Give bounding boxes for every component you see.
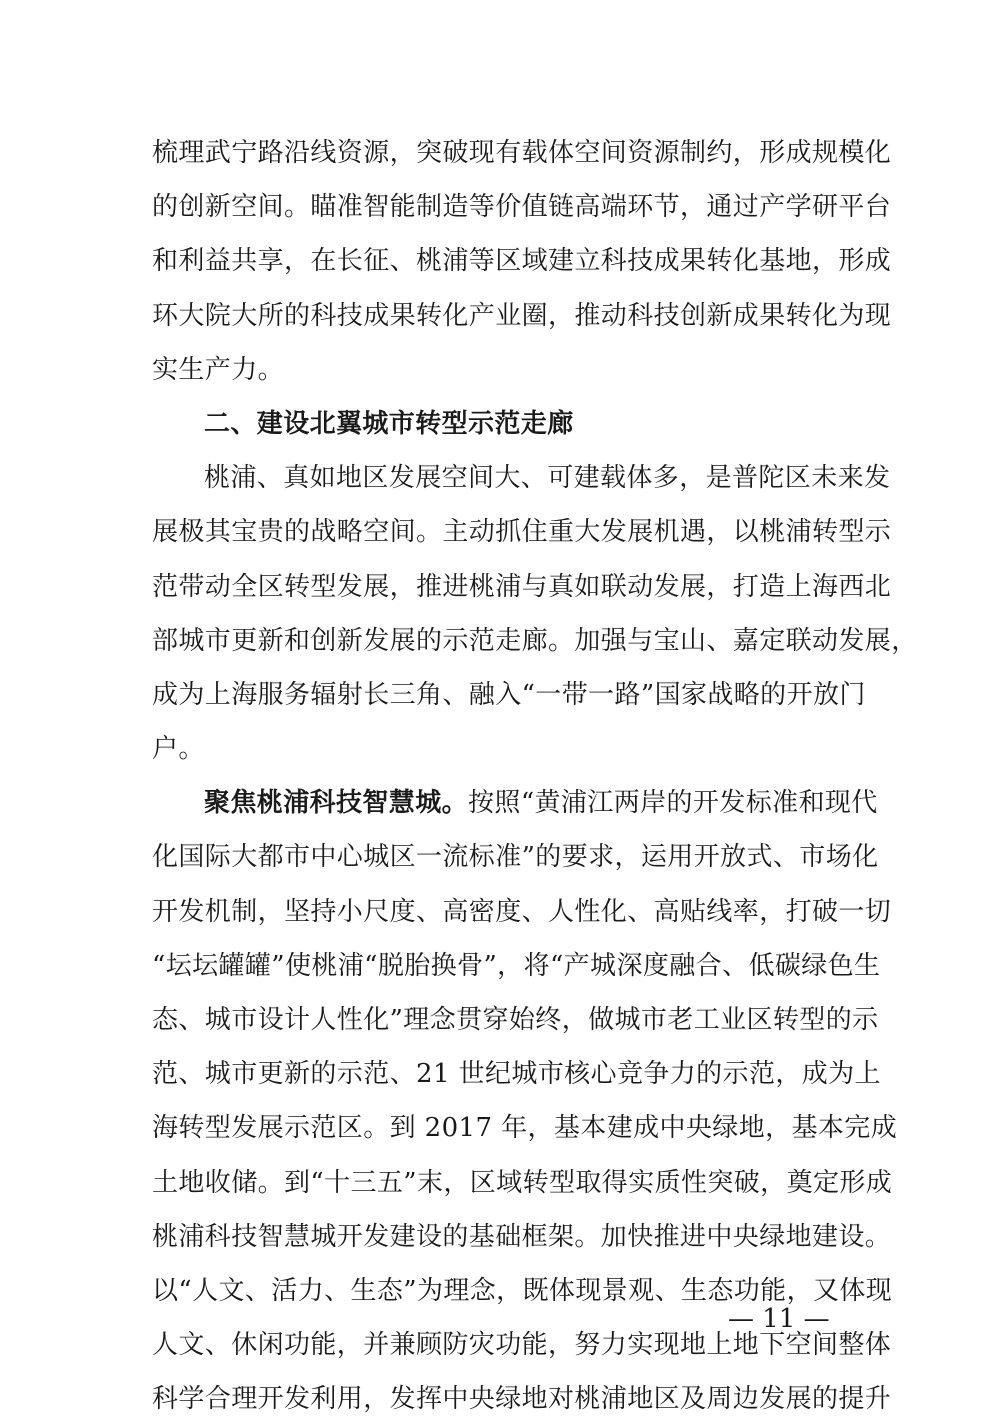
text-line: 展极其宝贵的战略空间。主动抓住重大发展机遇，以桃浦转型示 (152, 517, 892, 548)
section-heading: 二、建设北翼城市转型示范走廊 (204, 408, 574, 439)
text-line: 化国际大都市中心城区一流标准”的要求，运用开放式、市场化 (152, 842, 879, 873)
text-line: 科学合理开发利用，发挥中央绿地对桃浦地区及周边发展的提升 (152, 1384, 892, 1415)
text-line: 实生产力。 (152, 354, 285, 385)
text-line: 户。 (152, 734, 205, 765)
text-line: 范、城市更新的示范、21 世纪城市核心竞争力的示范，成为上 (152, 1059, 881, 1090)
text-line: 环大院大所的科技成果转化产业圈，推动科技创新成果转化为现 (152, 300, 892, 331)
text-line: 和利益共享，在长征、桃浦等区域建立科技成果转化基地，形成 (152, 246, 892, 277)
text-line: 部城市更新和创新发展的示范走廊。加强与宝山、嘉定联动发展， (152, 625, 918, 656)
text-line: 成为上海服务辐射长三角、融入“一带一路”国家战略的开放门 (152, 679, 866, 710)
text-line: 的创新空间。瞄准智能制造等价值链高端环节，通过产学研平台 (152, 192, 892, 223)
text-line: 桃浦、真如地区发展空间大、可建载体多，是普陀区未来发 (204, 463, 891, 494)
bold-lead-phrase: 聚焦桃浦科技智慧城。 (204, 788, 469, 819)
text-line: 态、城市设计人性化”理念贯穿始终，做城市老工业区转型的示 (152, 1005, 879, 1035)
text-line: 开发机制，坚持小尺度、高密度、人性化、高贴线率，打破一切 (152, 896, 892, 927)
text-line-rest: 按照“黄浦江两岸的开发标准和现代 (468, 788, 878, 819)
page-number: — 11 — (728, 1304, 830, 1334)
text-line: 范带动全区转型发展，推进桃浦与真如联动发展，打造上海西北 (152, 571, 892, 602)
text-line: 以“人文、活力、生态”为理念，既体现景观、生态功能，又体现 (152, 1275, 893, 1306)
text-line: “坛坛罐罐”使桃浦“脱胎换骨”，将“产城深度融合、低碳绿色生 (152, 950, 881, 981)
text-line: 海转型发展示范区。到 2017 年，基本建成中央绿地，基本完成 (152, 1113, 898, 1144)
text-line: 梳理武宁路沿线资源，突破现有载体空间资源制约，形成规模化 (152, 138, 892, 168)
text-line: 人文、休闲功能，并兼顾防灾功能，努力实现地上地下空间整体 (152, 1330, 892, 1361)
body-text (152, 126, 918, 1427)
text-line: 桃浦科技智慧城开发建设的基础框架。加快推进中央绿地建设。 (152, 1221, 892, 1252)
text-line: 土地收储。到“十三五”末，区域转型取得实质性突破，奠定形成 (152, 1167, 893, 1198)
text-line-with-lead (152, 776, 878, 830)
